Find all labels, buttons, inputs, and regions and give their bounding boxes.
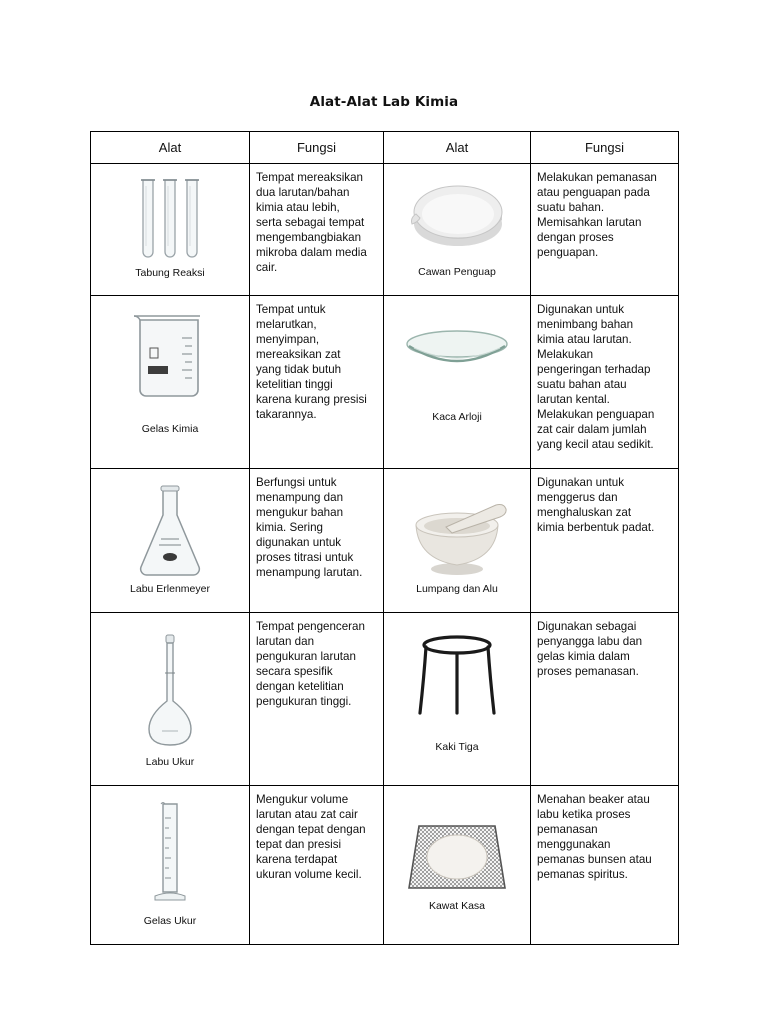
function-line: pemanas bunsen atau [537, 853, 652, 866]
function-cell [250, 786, 384, 945]
function-line: kimia berbentuk padat. [537, 521, 655, 534]
tool-name: Labu Ukur [145, 756, 195, 768]
function-line: Digunakan untuk [537, 476, 625, 489]
function-line: karena terdapat [256, 853, 338, 866]
function-line: yang tidak butuh [256, 363, 342, 376]
header-fungsi-1: Fungsi [250, 132, 384, 164]
function-line: Tempat untuk [256, 303, 326, 316]
function-line: Tempat pengenceran [256, 620, 365, 633]
function-line: digunakan untuk [256, 536, 342, 549]
function-line: takarannya. [256, 408, 317, 421]
function-cell [531, 164, 679, 296]
tool-cell [384, 296, 531, 469]
wire-gauze-icon [405, 822, 509, 894]
table-row [91, 469, 679, 613]
beaker-icon [130, 312, 210, 402]
function-line: kimia atau larutan. [537, 333, 632, 346]
watch-glass-icon [402, 322, 512, 378]
table-row [91, 786, 679, 945]
table-row [91, 164, 679, 296]
function-line: Mengukur volume [256, 793, 349, 806]
function-line: pengukuran larutan [256, 650, 356, 663]
function-line: menampung larutan. [256, 566, 363, 579]
function-line: serta sebagai tempat [256, 216, 365, 229]
tool-name: Gelas Kimia [141, 423, 199, 435]
function-line: menampung dan [256, 491, 344, 504]
function-line: proses titrasi untuk [256, 551, 354, 564]
function-line: zat cair dalam jumlah [537, 423, 647, 436]
function-line: pemanasan [537, 823, 598, 836]
function-line: mengukur bahan [256, 506, 344, 519]
mortar-pestle-icon [402, 499, 512, 579]
tool-name: Kaca Arloji [432, 411, 482, 423]
tool-cell [384, 786, 531, 945]
function-cell [531, 613, 679, 786]
function-line: Melakukan pemanasan [537, 171, 657, 184]
function-line: labu ketika proses [537, 808, 631, 821]
tool-name: Tabung Reaksi [135, 267, 205, 279]
function-line: mikroba dalam media [256, 246, 367, 259]
tripod-icon [412, 631, 502, 721]
function-line: pengukuran tinggi. [256, 695, 352, 708]
function-line: ukuran volume kecil. [256, 868, 362, 881]
function-line: suatu bahan atau [537, 378, 627, 391]
function-line: dengan ketelitian [256, 680, 344, 693]
function-line: pemanas spiritus. [537, 868, 628, 881]
tool-cell [384, 164, 531, 296]
function-line: suatu bahan. [537, 201, 605, 214]
function-line: gelas kimia dalam [537, 650, 630, 663]
function-line: tepat dan presisi [256, 838, 342, 851]
tool-name: Gelas Ukur [143, 915, 197, 927]
function-cell [250, 469, 384, 613]
function-cell [250, 613, 384, 786]
tool-name: Labu Erlenmeyer [130, 583, 210, 595]
function-line: menyimpan, [256, 333, 320, 346]
function-line: secara spesifik [256, 665, 333, 678]
tool-cell [384, 613, 531, 786]
header-row [91, 132, 679, 164]
erlenmeyer-flask-icon [135, 483, 205, 577]
function-cell [531, 786, 679, 945]
function-line: Tempat mereaksikan [256, 171, 363, 184]
header-fungsi-2: Fungsi [531, 132, 679, 164]
function-line: atau penguapan pada [537, 186, 650, 199]
function-line: dengan proses [537, 231, 614, 244]
function-line: penyangga labu dan [537, 635, 643, 648]
table-row [91, 296, 679, 469]
function-line: yang kecil atau sedikit. [537, 438, 654, 451]
tool-cell [91, 786, 250, 945]
volumetric-flask-icon [140, 633, 200, 749]
header-alat-2: Alat [384, 132, 531, 164]
function-cell [250, 296, 384, 469]
tool-name: Kawat Kasa [428, 900, 486, 912]
table-row [91, 613, 679, 786]
function-line: menimbang bahan [537, 318, 634, 331]
function-line: melarutkan, [256, 318, 317, 331]
function-line: cair. [256, 261, 278, 274]
function-line: Melakukan penguapan [537, 408, 655, 421]
function-line: larutan atau zat cair [256, 808, 358, 821]
function-line: menggunakan [537, 838, 611, 851]
tool-cell [91, 164, 250, 296]
function-line: mereaksikan zat [256, 348, 341, 361]
function-line: pengeringan terhadap [537, 363, 651, 376]
tool-cell [384, 469, 531, 613]
function-line: larutan kental. [537, 393, 610, 406]
function-line: ketelitian tinggi [256, 378, 333, 391]
function-cell [531, 296, 679, 469]
function-line: menggerus dan [537, 491, 618, 504]
tool-cell [91, 613, 250, 786]
evaporating-dish-icon [402, 176, 512, 256]
function-line: proses pemanasan. [537, 665, 639, 678]
tool-name: Kaki Tiga [435, 741, 479, 753]
function-line: kimia atau lebih, [256, 201, 340, 214]
function-line: Menahan beaker atau [537, 793, 650, 806]
function-line: Memisahkan larutan [537, 216, 642, 229]
function-line: dengan tepat dengan [256, 823, 366, 836]
test-tubes-icon [130, 174, 210, 262]
function-line: Berfungsi untuk [256, 476, 337, 489]
graduated-cylinder-icon [145, 800, 195, 908]
header-alat-1: Alat [91, 132, 250, 164]
function-cell [531, 469, 679, 613]
function-line: penguapan. [537, 246, 599, 259]
function-line: Digunakan sebagai [537, 620, 637, 633]
function-cell [250, 164, 384, 296]
tool-name: Lumpang dan Alu [416, 583, 498, 595]
function-line: mengembangbiakan [256, 231, 362, 244]
tool-name: Cawan Penguap [418, 266, 496, 278]
lab-tools-table [90, 131, 679, 945]
function-line: Digunakan untuk [537, 303, 625, 316]
function-line: karena kurang presisi [256, 393, 367, 406]
page-title: Alat-Alat Lab Kimia [309, 94, 459, 110]
function-line: kimia. Sering [256, 521, 324, 534]
function-line: Melakukan [537, 348, 594, 361]
tool-cell [91, 296, 250, 469]
function-line: dua larutan/bahan [256, 186, 350, 199]
tool-cell [91, 469, 250, 613]
function-line: menghaluskan zat [537, 506, 632, 519]
function-line: larutan dan [256, 635, 315, 648]
